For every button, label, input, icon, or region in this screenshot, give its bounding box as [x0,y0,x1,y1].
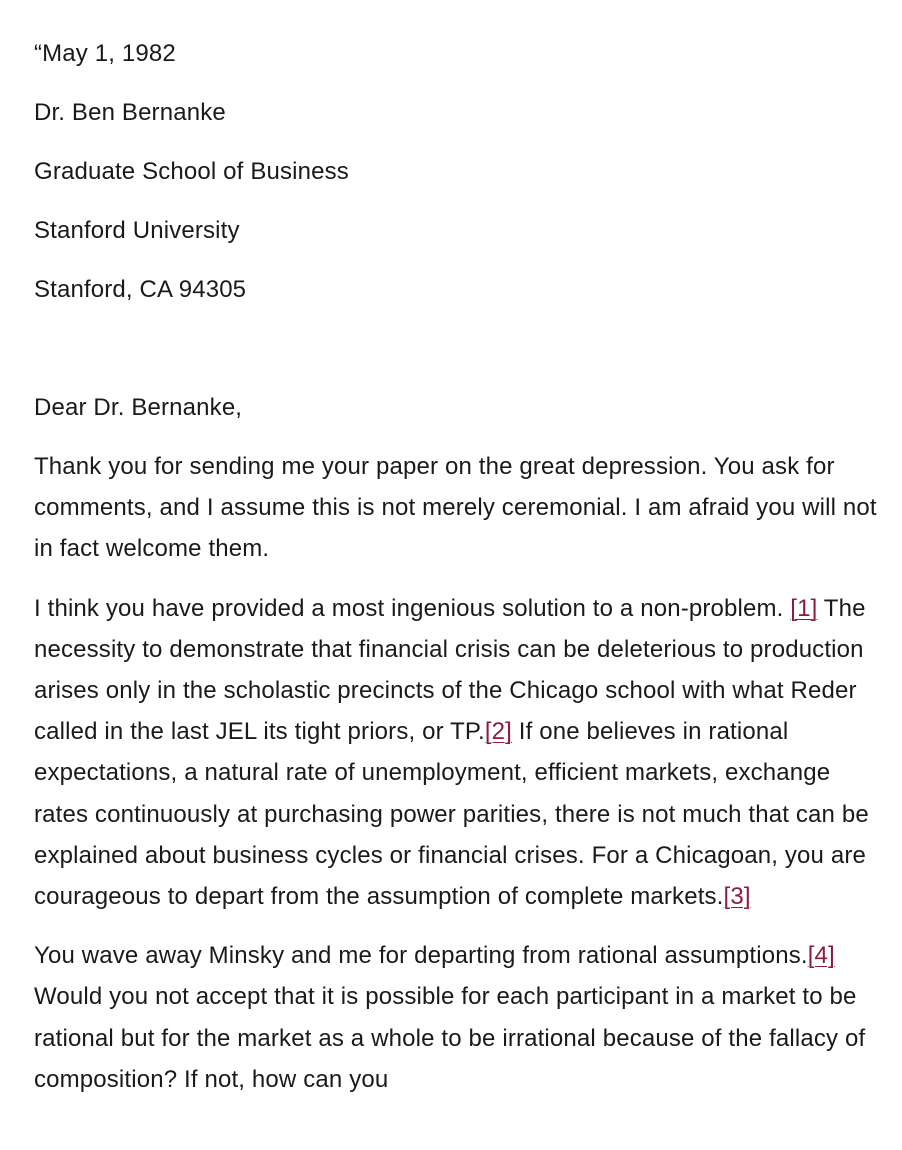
letter-body [34,446,879,1118]
salutation: Dear Dr. Bernanke, [34,394,243,421]
recipient-institution: Stanford University [34,217,240,244]
footnote-link-4[interactable]: [4] [807,942,835,970]
paragraph-3 [34,935,879,1100]
recipient-city: Stanford, CA 94305 [34,276,247,303]
paragraph-2 [34,588,879,918]
letter-date: “May 1, 1982 [34,40,176,67]
paragraph-1: Thank you for sending me your paper on the great depression. You ask for comments, and I assume this is not merely ceremonial. I am afraid you will not in fact welcome them. [34,453,877,563]
recipient-department: Graduate School of Business [34,158,349,185]
recipient-name: Dr. Ben Bernanke [34,99,226,126]
paragraph-2-text-2: The necessity to demonstrate that financial crisis can be deleterious to production arises only in the scholastic precincts of the Chicago school with what Reder called in the last JEL its tight priors, or TP. [34,594,866,746]
paragraph-3-text-1: You wave away Minsky and me for departing from rational assumptions. [34,942,808,970]
paragraph-2-text-1: I think you have provided a most ingenious solution to a non-problem. [34,594,791,622]
footnote-link-2[interactable]: [2] [484,718,512,746]
footnote-link-3[interactable]: [3] [723,883,751,911]
footnote-link-1[interactable]: [1] [790,594,818,622]
paragraph-2-text-3: If one believes in rational expectations, a natural rate of unemployment, efficient markets, exchange rates continuously at purchasing power parities, there is not much that can be explained about business cycles or financial crises. For a Chicagoan, you are courageous to depart from the assumption of complete markets. [34,718,869,911]
paragraph-3-text-2: Would you not accept that it is possible for each participant in a market to be rational but for the market as a whole to be irrational because of the fallacy of composition? If not, how can you [34,983,866,1093]
